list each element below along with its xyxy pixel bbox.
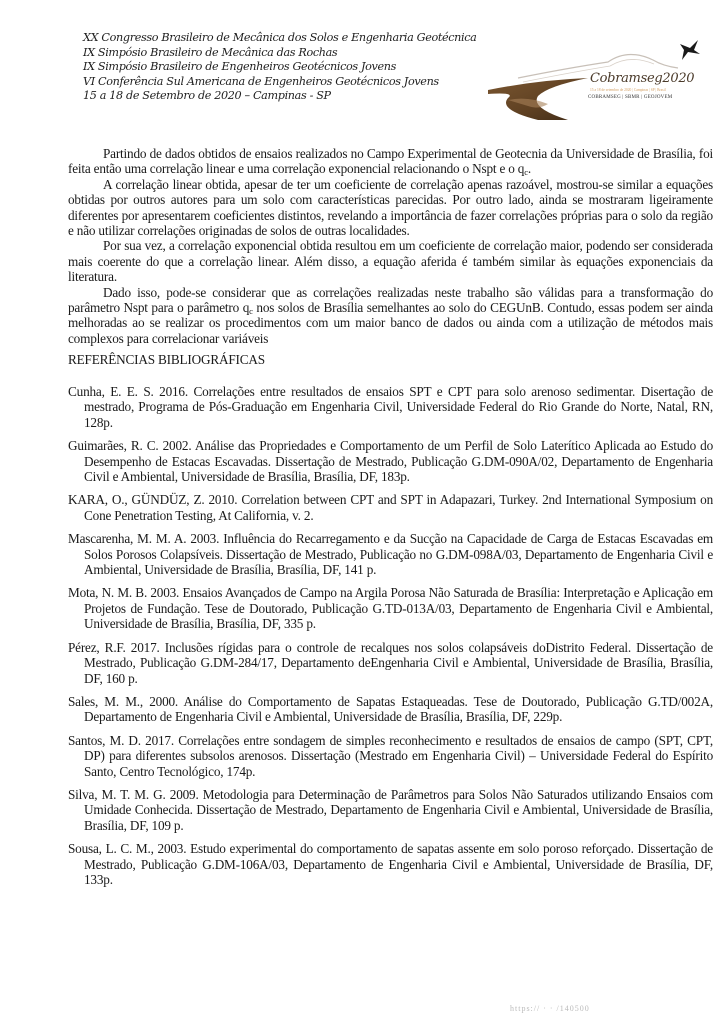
reference-item-guimaraes: Guimarães, R. C. 2002. Análise das Propriedades e Comportamento de um Perfil de Solo Laterítico Aplicada ao Estudo do Desempenho de Estacas Escavadas. Dissertação de Mestrado, Publicação G.DM-090A/02, Departamento de Engenharia Civil e Ambiental, Universidade de Brasília, Brasília, DF, 183p. (68, 438, 713, 485)
logo-subtitle: 15 a 18 de setembro de 2020 | Campinas | SP | Brasil (590, 88, 666, 92)
paragraph-3: Por sua vez, a correlação exponencial obtida resultou em um coeficiente de correlação maior, podendo ser considerada mais coerente do que a correlação linear. Além disso, a equação aferida é também similar às equações exponenciais da literatura. (68, 238, 713, 285)
header-line-young-engineers: IX Simpósio Brasileiro de Engenheiros Geotécnicos Jovens (83, 60, 397, 74)
reference-item-cunha: Cunha, E. E. S. 2016. Correlações entre resultados de ensaios SPT e CPT para solo arenoso sedimentar. Disertação de mestrado, Programa de Pós-Graduação em Engenharia Civil, Universidade Federal do Rio Grande do Norte, Natal, RN, 128p. (68, 384, 713, 430)
references-list (68, 384, 713, 895)
reference-item-mota: Mota, N. M. B. 2003. Ensaios Avançados de Campo na Argila Porosa Não Saturada de Brasília: Interpretação e Aplicação em Projetos de Fundação. Tese de Doutorado, Publicação G.TD-013A/03, Departamento de Engenharia Civil e Ambiental, Universidade de Brasília, Brasília, DF, 335 p. (68, 585, 713, 632)
cobramseg-logo (478, 38, 710, 120)
reference-item-perez: Pérez, R.F. 2017. Inclusões rígidas para o controle de recalques nos solos colapsáveis doDistrito Federal. Dissertação de Mestrado, Publicação G.DM-284/17, Departamento deEngenharia Civil e Ambiental, Universidade de Brasília, Brasília, DF, 160 p. (68, 639, 713, 686)
footer-url: https:// · · /140500 (510, 1004, 590, 1013)
header-line-south-american-conference: VI Conferência Sul Americana de Engenheiros Geotécnicos Jovens (83, 74, 439, 88)
logo-title: Cobramseg2020 (590, 71, 695, 86)
reference-item-kara: KARA, O., GÜNDÜZ, Z. 2010. Correlation between CPT and SPT in Adapazari, Turkey. 2nd International Symposium on Cone Penetration Testing, At California, v. 2. (68, 492, 713, 523)
conclusion-section (68, 146, 713, 346)
logo-tagline: COBRAMSEG | SBMR | GEOJOVEM (588, 95, 673, 100)
paragraph-2: A correlação linear obtida, apesar de ter um coeficiente de correlação apenas razoável, mostrou-se similar a equações obtidas por outros autores para um solo com características parecidas. Por outro lado, ainda se mostraram ligeiramente diferentes por apresentarem coeficientes distintos, revelando a importância de fazer correlações próprias para o solo da região e não utilizar correlações originadas de solos de outras localidades. (68, 176, 713, 239)
header-line-rock-mechanics: IX Simpósio Brasileiro de Mecânica das Rochas (83, 45, 338, 59)
paragraph-4: Dado isso, pode-se considerar que as correlações realizadas neste trabalho são válidas para a transformação do parâmetro Nspt para o parâmetro $q_c$ nos solos de Brasília semelhantes ao solo do CEGUnB. Contudo, essas podem ser ainda melhoradas ao se realizar os procedimentos com um maior banco de dados ou ainda com a utilização de métodos mais complexos para correlacionar variáveis (68, 284, 713, 346)
reference-item-sousa: Sousa, L. C. M., 2003. Estudo experimental do comportamento de sapatas assente em solo poroso reforçado. Dissertação de Mestrado, Publicação G.DM-106A/03, Departamento de Engenharia Civil e Ambiental, Universidade de Brasília, DF, 133p. (68, 841, 713, 887)
header-line-congress: XX Congresso Brasileiro de Mecânica dos Solos e Engenharia Geotécnica (83, 31, 477, 44)
reference-item-santos: Santos, M. D. 2017. Correlações entre sondagem de simples reconhecimento e resultados de ensaios de campo (SPT, CPT, DP) para diferentes subsolos arenosos. Dissertação (Mestrado em Engenharia Civil) – Universidade Federal do Espírito Santo, Centro Tecnológico, 174p. (68, 732, 713, 779)
paragraph-1: Partindo de dados obtidos de ensaios realizados no Campo Experimental de Geotecnia da Universidade de Brasília, foi feita então uma correlação linear e uma correlação exponencial relacionando o Nspt e o $q_c$. (68, 146, 713, 178)
subscript-c: c (524, 167, 528, 178)
reference-item-mascarenha: Mascarenha, M. M. A. 2003. Influência do Recarregamento e da Sucção na Capacidade de Carga de Estacas Escavadas em Solos Porosos Colapsíveis. Dissertação de Mestrado, Publicação no G.DM-098A/03, Departamento de Engenharia Civil e Ambiental, Universidade de Brasília, Brasília, DF, 141 p. (68, 531, 713, 578)
subscript-c: c (249, 306, 253, 317)
header-line-dates-location: 15 a 18 de Setembro de 2020 – Campinas - SP (83, 89, 331, 103)
reference-item-sales: Sales, M. M., 2000. Análise do Comportamento de Sapatas Estaqueadas. Tese de Doutorado, Publicação G.TD/002A, Departamento de Engenharia Civil e Ambiental, Universidade de Brasília, Brasília, DF, 229p. (68, 693, 713, 725)
references-heading: REFERÊNCIAS BIBLIOGRÁFICAS (68, 352, 265, 367)
reference-item-silva: Silva, M. T. M. G. 2009. Metodologia para Determinação de Parâmetros para Solos Não Saturados utilizando Ensaios com Umidade Conhecida. Dissertação de Mestrado, Departamento de Engenharia Civil e Ambiental, Universidade de Brasília, Brasília, DF, 109 p. (68, 786, 713, 833)
conference-header (83, 31, 477, 104)
